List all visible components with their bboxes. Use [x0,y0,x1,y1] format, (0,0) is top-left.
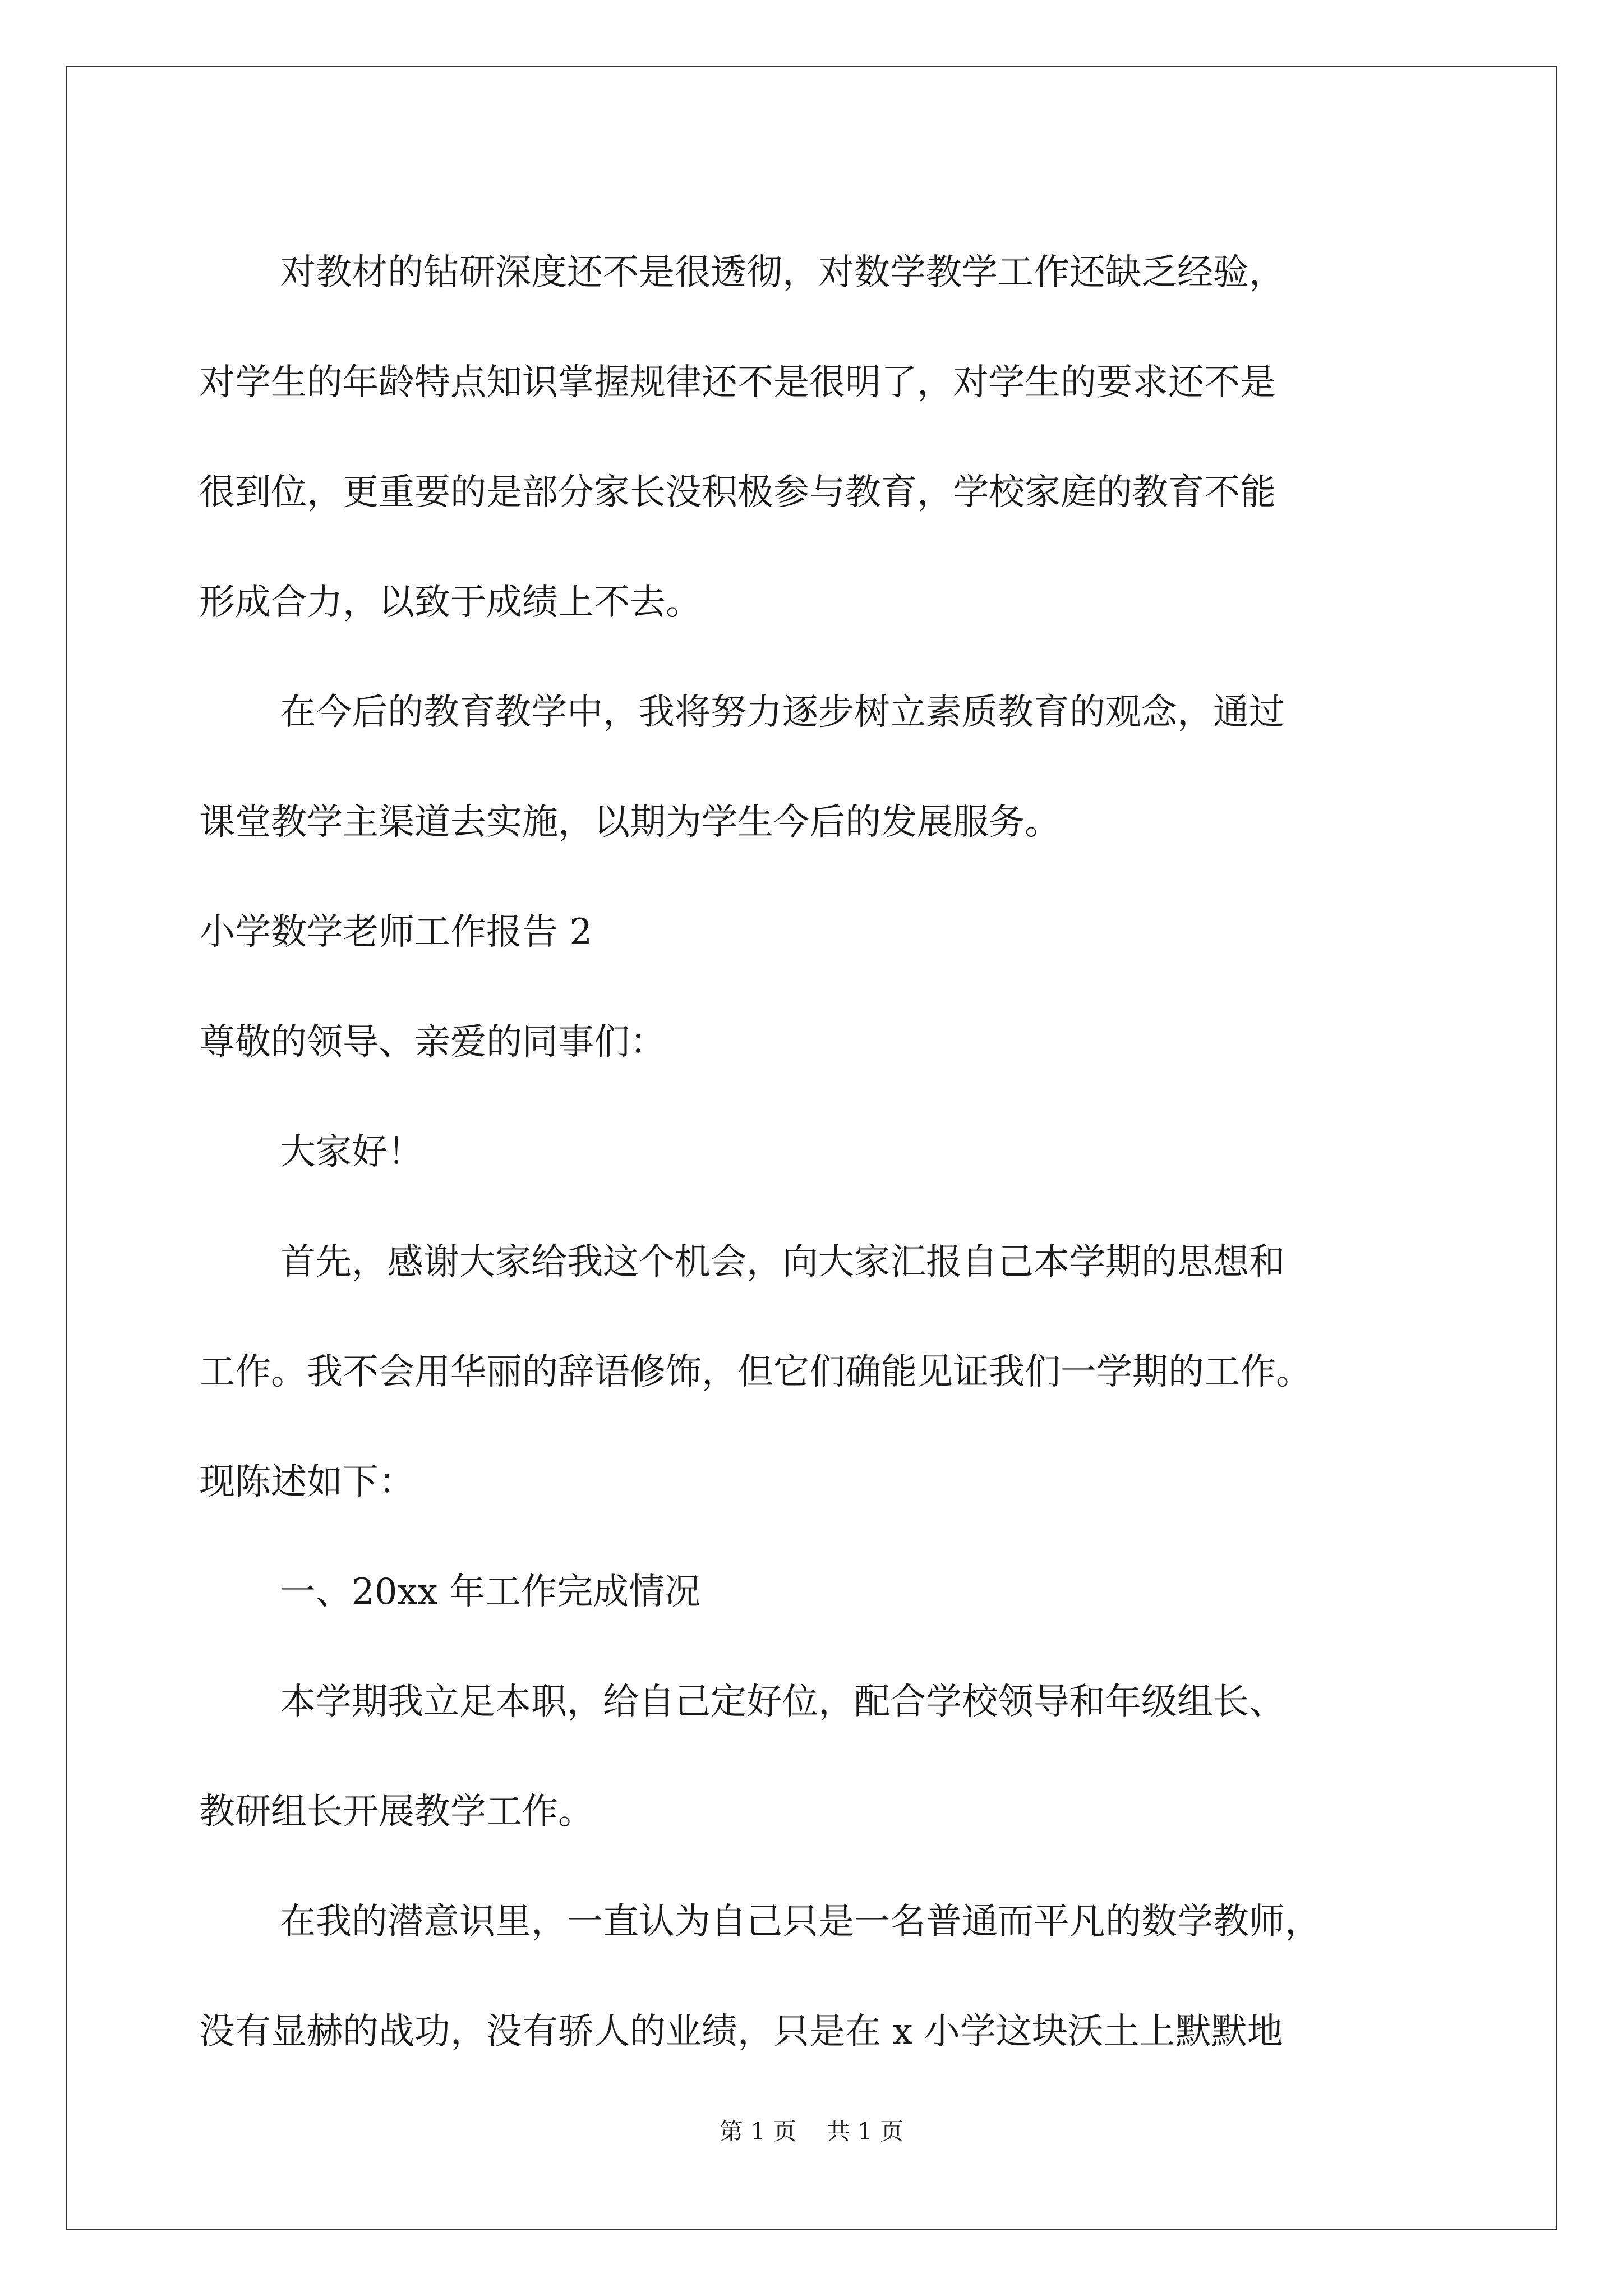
text-line: 课堂教学主渠道去实施，以期为学生今后的发展服务。 [199,802,1061,843]
greeting: 大家好！ [280,1131,423,1173]
section-title: 小学数学老师工作报告 2 [199,912,593,953]
text-line: 工作。我不会用华丽的辞语修饰，但它们确能见证我们一学期的工作。 [199,1351,1312,1393]
text-line: 本学期我立足本职，给自己定好位，配合学校领导和年级组长、 [280,1681,1285,1723]
text-line: 教研组长开展教学工作。 [199,1791,594,1833]
text-line: 没有显赫的战功，没有骄人的业绩，只是在 x 小学这块沃土上默默地 [199,2011,1283,2053]
document-body [199,218,1450,2087]
text-line: 在我的潜意识里，一直认为自己只是一名普通而平凡的数学教师， [280,1901,1321,1943]
text-line: 对学生的年龄特点知识掌握规律还不是很明了，对学生的要求还不是 [199,362,1276,403]
text-line: 首先，感谢大家给我这个机会，向大家汇报自己本学期的思想和 [280,1241,1285,1283]
text-line: 形成合力，以致于成绩上不去。 [199,582,702,623]
subsection-heading: 一、20xx 年工作完成情况 [280,1571,700,1613]
page-number-footer: 第 1 页 共 1 页 [719,2118,904,2145]
text-line: 很到位，更重要的是部分家长没积极参与教育，学校家庭的教育不能 [199,472,1276,513]
salutation: 尊敬的领导、亲爱的同事们： [199,1022,666,1063]
text-line: 对教材的钻研深度还不是很透彻，对数学教学工作还缺乏经验， [280,252,1285,293]
text-line: 现陈述如下： [199,1461,414,1503]
text-line: 在今后的教育教学中，我将努力逐步树立素质教育的观念，通过 [280,692,1285,733]
